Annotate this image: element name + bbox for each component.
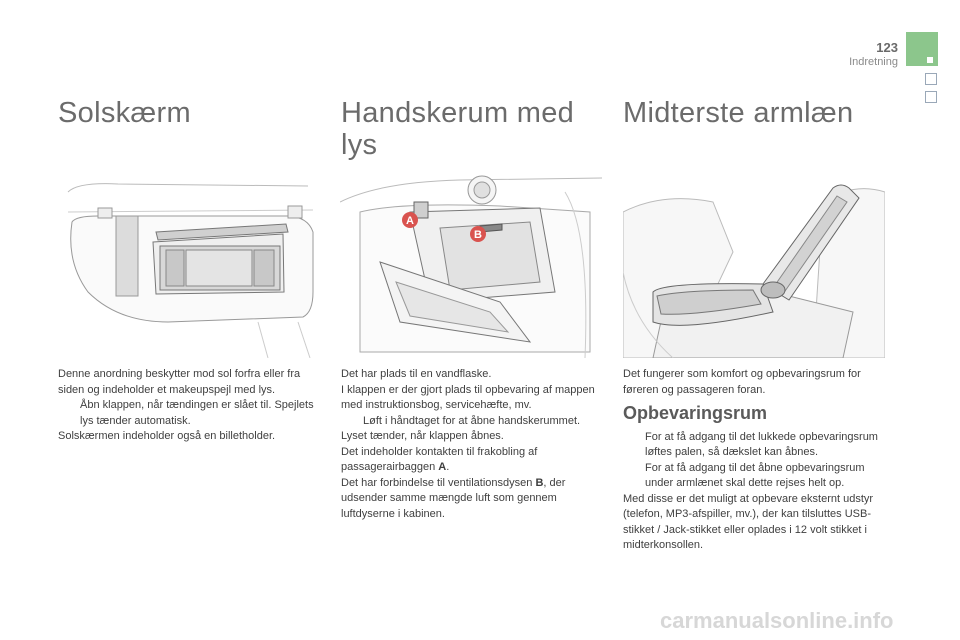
bullet-item (623, 430, 885, 461)
paragraph: Det fungerer som komfort og opbevaringsrum for føreren og passageren foran. (623, 368, 861, 396)
section-title: Indretning (849, 56, 898, 68)
paragraph: Det har plads til en vandflaske. (341, 368, 492, 380)
page-number: 123 (876, 40, 898, 55)
heading-armlaen: Midterste armlæn (623, 97, 854, 129)
chapter-tab-empty-1[interactable] (925, 73, 937, 85)
text-run: , der udsender samme mængde luft som gennem luftdyserne i kabinen. (341, 476, 566, 520)
paragraph: I klappen er der gjort plads til opbevaring af mappen med instruktionsbog, servicehæfte, mv. (341, 383, 595, 411)
bullet-item (58, 398, 324, 429)
callout-b-label: B (474, 229, 482, 241)
text-run: Det indeholder kontakten til frakobling af passagerairbaggen (341, 445, 538, 473)
bullet-item (341, 414, 603, 430)
column-solskaerm-text (58, 367, 324, 445)
column-armlaen-text (623, 367, 885, 554)
heading-handskerum: Handskerum med lys (341, 97, 575, 161)
paragraph (341, 476, 603, 523)
paragraph: Solskærmen indeholder også en billetholder. (58, 430, 276, 442)
glovebox-illustration (340, 172, 602, 358)
text-run: . (446, 461, 450, 473)
subheading-opbevaringsrum: Opbevaringsrum (623, 403, 768, 423)
label-b-ref: B (535, 476, 544, 489)
bullet-text: Løft i håndtaget for at åbne handskerummet. (363, 414, 581, 427)
bullet-item (623, 461, 885, 492)
paragraph (341, 445, 603, 476)
heading-solskaerm: Solskærm (58, 97, 191, 129)
paragraph: Lyset tænder, når klappen åbnes. (341, 430, 504, 442)
chapter-tab[interactable] (906, 32, 938, 66)
armrest-illustration (623, 172, 885, 358)
bullet-text: Åbn klappen, når tændingen er slået til. Spejlets lys tænder automatisk. (80, 399, 314, 427)
sun-visor-illustration (58, 172, 320, 358)
bullet-text: For at få adgang til det åbne opbevaringsrum under armlænet skal dette rejses helt op. (645, 461, 865, 489)
chapter-tab-empty-2[interactable] (925, 91, 937, 103)
watermark: carmanualsonline.info (660, 608, 894, 633)
column-handskerum-text (341, 367, 603, 522)
label-a-ref: A (438, 461, 447, 473)
paragraph: Med disse er det muligt at opbevare eksternt udstyr (telefon, MP3-afspiller, mv.), der kan tilsluttes USB-stikket / Jack-stikket eller oplades i 12 volt stikket i midterkonsollen. (623, 492, 874, 551)
bullet-text: For at få adgang til det lukkede opbevaringsrum løftes palen, så dækslet kan åbnes. (645, 430, 878, 458)
text-run: Det har forbindelse til ventilationsdysen (341, 476, 536, 489)
paragraph: Denne anordning beskytter mod sol forfra eller fra siden og indeholder et makeupspejl med lys. (58, 368, 301, 396)
chapter-tab-marker (927, 57, 933, 63)
callout-a-label: A (406, 215, 414, 227)
